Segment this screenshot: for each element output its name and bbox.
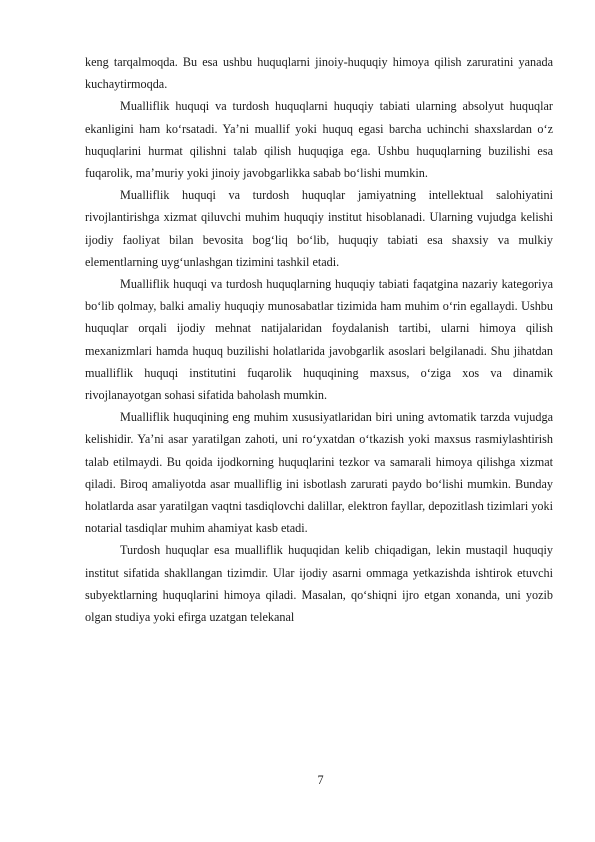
page-number: 7 <box>317 773 324 787</box>
paragraph-6: Turdosh huquqlar esa mualliflik huquqidan kelib chiqadigan, lekin mustaqil huquqiy institut sifatida shakllangan tizimdir. Ular ijodiy asarni ommaga yetkazishda ishtirok etuvchi subyektlarning huquqlarini himoya qiladi. Masalan, qo‘shiqni ijro etgan xonanda, uni yozib olgan studiya yoki efirga uzatgan telekanal <box>85 543 553 625</box>
paragraph-1: keng tarqalmoqda. Bu esa ushbu huquqlarni jinoiy-huquqiy himoya qilish zaruratini yanada kuchaytirmoqda. <box>85 55 553 92</box>
paragraph-5: Mualliflik huquqining eng muhim xususiyatlaridan biri uning avtomatik tarzda vujudga kelishidir. Ya’ni asar yaratilgan zahoti, uni ro‘yxatdan o‘tkazish yoki maxsus rasmiylashtirish talab etilmaydi. Bu qoida ijodkorning huquqlarini tezkor va samarali himoya qilishga xizmat qiladi. Biroq amaliyotda asar mualliflig ini isbotlash zarurati paydo bo‘lishi mumkin. Bunday holatlarda asar yaratilgan vaqtni tasdiqlovchi dalillar, elektron fayllar, depozitlash tizimlari yoki notarial tasdiqlar muhim ahamiyat kasb etadi. <box>85 410 553 536</box>
paragraph-2: Mualliflik huquqi va turdosh huquqlarni huquqiy tabiati ularning absolyut huquqlar ekanligini ham ko‘rsatadi. Ya’ni muallif yoki huquq egasi barcha uchinchi shaxslardan o‘z huquqlarini hurmat qilishni talab qilish huquqiga ega. Ushbu huquqlarning buzilishi esa fuqarolik, ma’muriy yoki jinoiy javobgarlikka sabab bo‘lishi mumkin. <box>85 99 553 181</box>
paragraph-3: Mualliflik huquqi va turdosh huquqlar jamiyatning intellektual salohiyatini rivojlantirishga xizmat qiluvchi muhim huquqiy institut hisoblanadi. Ularning vujudga kelishi ijodiy faoliyat bilan bevosita bog‘liq bo‘lib, huquqiy tabiati esa shaxsiy va mulkiy elementlarning uyg‘unlashgan tizimini tashkil etadi. <box>85 188 553 269</box>
paragraph-4: Mualliflik huquqi va turdosh huquqlarning huquqiy tabiati faqatgina nazariy kategoriya bo‘lib qolmay, balki amaliy huquqiy munosabatlar tizimida ham muhim o‘rin egallaydi. Ushbu huquqlar orqali ijodiy mehnat natijalaridan foydalanish tartibi, ularni himoya qilish mexanizmlari hamda huquq buzilishi holatlarida javobgarlik asoslari belgilanadi. Shu jihatdan mualliflik huquqi institutini fuqarolik huquqining maxsus, o‘ziga xos va dinamik rivojlanayotgan sohasi sifatida baholash mumkin. <box>85 277 553 403</box>
document-body <box>85 51 553 628</box>
